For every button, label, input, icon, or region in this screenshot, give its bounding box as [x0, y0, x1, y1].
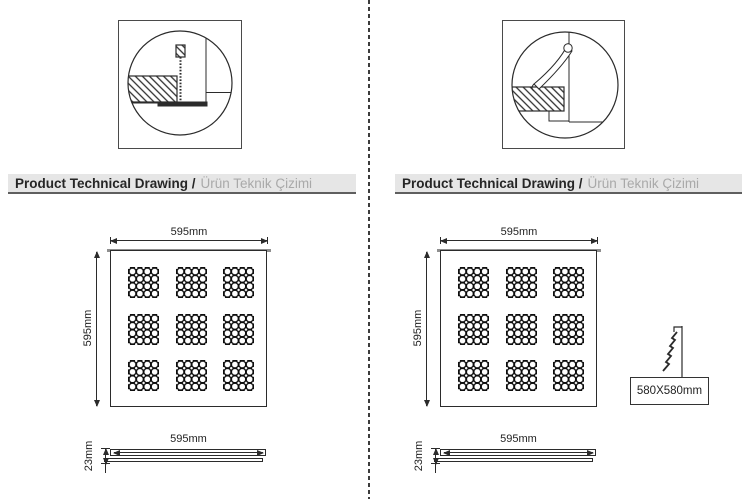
- arrow-left-icon: [110, 238, 117, 244]
- section-divider-dashed-line: [368, 0, 370, 499]
- side-view-left: [80, 433, 290, 483]
- width-dimension-label: 595mm: [170, 433, 207, 445]
- led-module: [176, 314, 207, 345]
- led-module: [223, 314, 254, 345]
- height-dimension-line: [96, 252, 97, 406]
- header-title-en: Product Technical Drawing /: [402, 175, 583, 191]
- led-module-grid: [458, 267, 584, 391]
- arrow-left-icon: [440, 238, 447, 244]
- width-dimension-line: [441, 240, 597, 241]
- width-dimension-line: [444, 452, 593, 453]
- led-module: [553, 360, 584, 391]
- recessed-tbar-mount-detail-icon: [119, 21, 240, 147]
- led-module: [128, 360, 159, 391]
- led-module: [458, 360, 489, 391]
- led-module: [223, 267, 254, 298]
- thickness-dimension-line: [105, 449, 106, 464]
- arrow-down-icon: [94, 400, 100, 407]
- led-module: [458, 267, 489, 298]
- profile-backplate: [434, 458, 593, 462]
- header-title-tr: Ürün Teknik Çizimi: [587, 175, 700, 191]
- width-dimension-line: [114, 452, 263, 453]
- extension-tick: [267, 237, 268, 244]
- thickness-dimension-label: 23mm: [413, 440, 425, 472]
- arrow-up-icon: [94, 251, 100, 258]
- cutout-size-label: 580X580mm: [636, 385, 703, 397]
- extension-tick: [440, 237, 441, 244]
- height-dimension-label: 595mm: [82, 309, 94, 347]
- width-dimension-label: 595mm: [170, 226, 208, 238]
- width-dimension-line: [111, 240, 267, 241]
- arrow-right-icon: [257, 450, 264, 456]
- section-header-left: [8, 174, 356, 194]
- led-module: [506, 267, 537, 298]
- arrow-right-icon: [587, 450, 594, 456]
- arrow-down-icon: [424, 400, 430, 407]
- height-dimension-label: 595mm: [412, 309, 424, 347]
- arrow-up-icon: [424, 251, 430, 258]
- side-view-right: [410, 433, 620, 483]
- header-title-tr: Ürün Teknik Çizimi: [200, 175, 313, 191]
- thickness-dimension-label: 23mm: [83, 440, 95, 472]
- front-view-right: [410, 226, 620, 421]
- dimension-overshoot-line: [105, 464, 106, 473]
- led-module: [506, 314, 537, 345]
- width-dimension-label: 595mm: [500, 433, 537, 445]
- led-module: [553, 267, 584, 298]
- section-header-right: [395, 174, 742, 194]
- spring-clip-mount-detail-icon: [503, 21, 623, 147]
- led-module-grid: [128, 267, 254, 391]
- arrow-up-icon: [103, 448, 109, 455]
- led-module: [506, 360, 537, 391]
- arrow-up-icon: [433, 448, 439, 455]
- spring-clip-sketch-icon: [646, 323, 694, 377]
- dimension-overshoot-line: [435, 464, 436, 473]
- led-module: [223, 360, 254, 391]
- led-module: [176, 267, 207, 298]
- led-module: [128, 267, 159, 298]
- led-module: [458, 314, 489, 345]
- arrow-left-icon: [113, 450, 120, 456]
- led-module: [553, 314, 584, 345]
- profile-backplate: [104, 458, 263, 462]
- led-module: [128, 314, 159, 345]
- cutout-size-box: [630, 377, 709, 405]
- arrow-left-icon: [443, 450, 450, 456]
- height-dimension-line: [426, 252, 427, 406]
- mount-detail-box-left: [118, 20, 242, 149]
- front-view-left: [80, 226, 290, 421]
- width-dimension-label: 595mm: [500, 226, 538, 238]
- led-module: [176, 360, 207, 391]
- header-title-en: Product Technical Drawing /: [15, 175, 196, 191]
- mount-detail-box-right: [502, 20, 625, 149]
- thickness-dimension-line: [435, 449, 436, 464]
- extension-tick: [110, 237, 111, 244]
- extension-tick: [597, 237, 598, 244]
